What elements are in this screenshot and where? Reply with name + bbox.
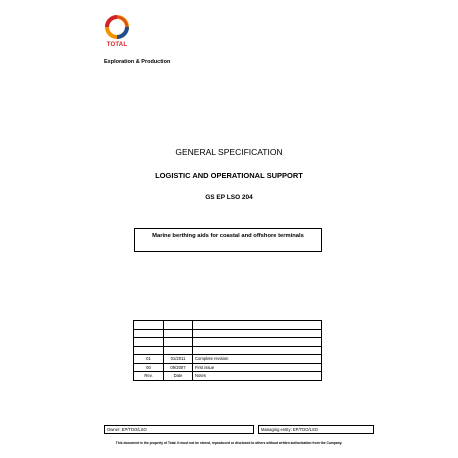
revision-notes: Complete revision: [193, 355, 322, 364]
revision-number: 01: [134, 355, 164, 364]
table-row: [134, 355, 322, 364]
owner-box: Owner: EP/TDO/LSO: [104, 425, 254, 434]
revision-table: [133, 320, 322, 381]
property-notice: This document is the property of Total. It must not be stored, reproduced or disclosed to others without written authorisation from the Company.: [115, 441, 343, 445]
managing-entity-box: Managing entity: EP/TDO/LSO: [258, 425, 374, 434]
table-row: [134, 329, 322, 338]
total-logo-icon: [100, 12, 134, 56]
division-label: Exploration & Production: [104, 59, 171, 65]
table-cell: [164, 321, 193, 330]
table-cell: [134, 346, 164, 355]
document-title: LOGISTIC AND OPERATIONAL SUPPORT: [155, 171, 303, 180]
table-row: [134, 321, 322, 330]
table-cell: [164, 346, 193, 355]
document-type: GENERAL SPECIFICATION: [175, 147, 283, 157]
revision-number: 00: [134, 363, 164, 372]
table-cell: [164, 329, 193, 338]
table-cell: [134, 329, 164, 338]
column-header-date: Date: [164, 372, 193, 381]
subject-text: Marine berthing aids for coastal and offshore terminals: [152, 233, 304, 239]
revision-date: 09/2007: [164, 363, 193, 372]
revision-notes: First issue: [193, 363, 322, 372]
table-cell: [134, 321, 164, 330]
table-row: [134, 338, 322, 347]
logo-wordmark: TOTAL: [106, 42, 128, 48]
table-cell: [193, 338, 322, 347]
table-header-row: [134, 372, 322, 381]
table-cell: [134, 338, 164, 347]
subject-box: [134, 228, 322, 252]
table-cell: [193, 346, 322, 355]
document-reference: GS EP LSO 204: [205, 194, 253, 201]
table-row: [134, 346, 322, 355]
table-cell: [164, 338, 193, 347]
table-cell: [193, 329, 322, 338]
table-cell: [193, 321, 322, 330]
table-row: [134, 363, 322, 372]
column-header-notes: Notes: [193, 372, 322, 381]
revision-date: 01/2011: [164, 355, 193, 364]
column-header-rev: Rev.: [134, 372, 164, 381]
